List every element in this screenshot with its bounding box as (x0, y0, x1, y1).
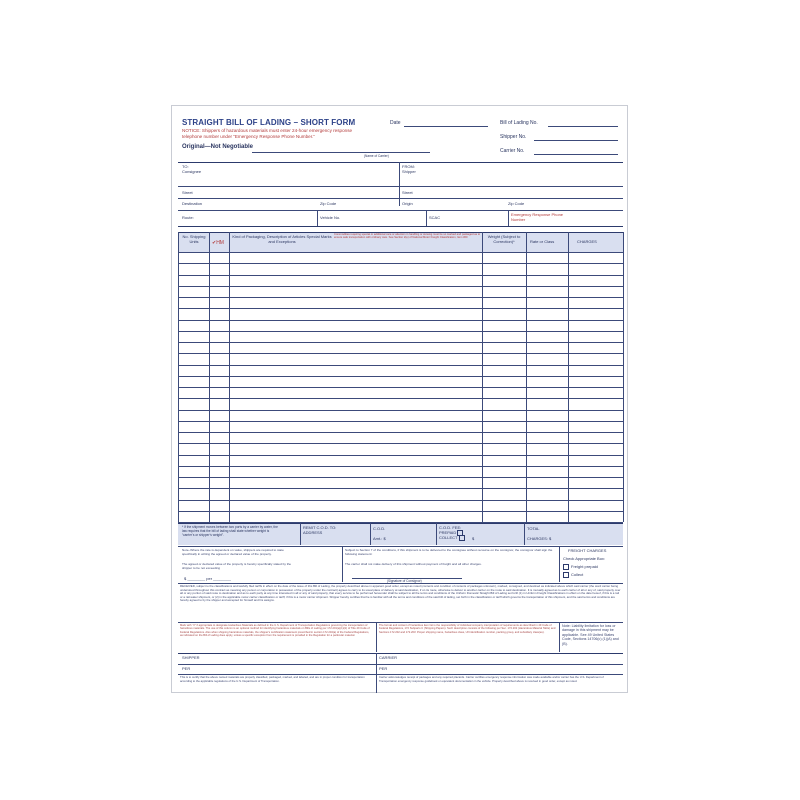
freight-prepaid-option (563, 564, 598, 570)
col-divider-kind (482, 232, 483, 522)
origin-zip-label: Zip Code (508, 201, 525, 206)
kind-column-note: Commodities requiring special or additional care or attention in handling or stowing must be so marked and packaged as to ensure safe transportation with ordinary care. See Section 2(e) of National Motor Freight Classification, Item 360 (334, 233, 481, 240)
certify-text: This is to certify that the above named materials are properly classified, packaged, marked, and labeled, and are in proper condition for transportation according to the applicable regulations of the U.S. Department of Transportation. (180, 676, 365, 683)
table-row[interactable] (178, 443, 623, 444)
carrier-ack-text: Carrier acknowledges receipt of packages and any required placards. Carrier certifies emergency response information was made available and/or carrier has the U.S. Department of Transportation emergency response guidebook or equivalent documentation in the vehicle. Property described above is received in good order, except as noted. (379, 676, 604, 683)
collect-checkbox[interactable] (459, 535, 465, 541)
per-signature-line[interactable] (178, 674, 623, 675)
bol-number-field[interactable] (548, 126, 618, 127)
cod-divider-3 (436, 523, 437, 545)
table-row[interactable] (178, 410, 623, 411)
origin-label: Origin (402, 201, 413, 206)
consignor-signature-label: (Signature of Consignor) (387, 579, 422, 583)
to-label: TO: (182, 164, 189, 169)
destination-row-line[interactable] (178, 210, 623, 211)
col-divider-rate (568, 232, 569, 522)
freight-collect-option (563, 572, 583, 578)
hm-format-text: The format and content of hazardous item list is the responsibility of individual company interpretation of requirements as described in 49 Code of Federal Regulations, 172 Subparts C (Shipping Papers). Such description consists of the following per Sec. 172.202 (Hazardous Material Table) and Sections 172.202 and 172.203: Proper shipping name, hazardous class, UN identification number, packing group, and subsidiary class(es). (379, 624, 556, 634)
table-row[interactable] (178, 252, 623, 253)
bol-number-label: Bill of Lading No. (500, 120, 538, 126)
freight-prepaid-checkbox[interactable] (563, 564, 569, 570)
shipper-number-field[interactable] (534, 140, 618, 141)
date-field[interactable] (404, 126, 488, 127)
date-label: Date (390, 120, 401, 126)
table-row[interactable] (178, 297, 623, 298)
table-row[interactable] (178, 477, 623, 478)
hazmat-divider-1 (376, 622, 377, 652)
total-charges-label[interactable]: CHARGES: $ (527, 536, 552, 541)
table-row[interactable] (178, 511, 623, 512)
table-right-border (623, 232, 624, 522)
shipper-number-label: Shipper No. (500, 134, 527, 140)
scac-divider (508, 210, 509, 226)
table-row[interactable] (178, 421, 623, 422)
original-not-negotiable: Original—Not Negotiable (182, 144, 254, 150)
scac-label: SCAC (429, 215, 441, 220)
freight-collect-text: Collect (571, 572, 584, 578)
name-of-carrier-label: (Name of Carrier) (364, 154, 389, 158)
shipper-street-label: Street (402, 190, 413, 195)
hazmat-divider-2 (559, 622, 560, 652)
no-delivery-text: The carrier shall not make delivery of this shipment without payment of freight and all other charges. (345, 562, 482, 566)
table-row[interactable] (178, 432, 623, 433)
rate-note: Note–Where the rate is dependent on value, shippers are required to state specifically in writing the agreed or declared value of the property. (182, 548, 284, 556)
cod-fee-label: C.O.D. FEE: (439, 525, 462, 530)
table-row[interactable] (178, 263, 623, 264)
carrier-number-field[interactable] (534, 154, 618, 155)
table-row[interactable] (178, 342, 623, 343)
route-label: Route: (182, 215, 194, 220)
cod-label: C.O.D. (373, 526, 386, 531)
table-row[interactable] (178, 320, 623, 321)
shipper-label: Shipper (402, 169, 416, 174)
received-top (178, 583, 623, 584)
carrier-name-line[interactable] (252, 152, 430, 153)
table-row[interactable] (178, 353, 623, 354)
vehicle-label: Vehicle No. (320, 215, 341, 220)
vehicle-divider (426, 210, 427, 226)
table-left-border (178, 232, 179, 522)
ports-note: * If the shipment moves between two ports by a carrier by water, the law requires that the bill of lading shall state whether weight is “carrier’s or shipper’s weight”. (182, 525, 278, 537)
col-divider-units (209, 232, 210, 522)
received-text: RECEIVED, subject to the classifications and lawfully filed tariffs in effect on the date of the issue of this Bill of Lading, the property described above in apparent good order, except as noted (contents and condition of contents of packages unknown), marked, consigned, and destined as indicated above which said carrier (the word carrier being understood throughout this contract as meaning any person or corporation in possession of the property under the contract) agrees to carry to its usual place of delivery at said destination, if on its route, otherwise to deliver to another carrier on the route to said destination. It is mutually agreed as to each carrier of all or any of, said property over all or any portion of said route to destination and as to each party at any time interested in all or any of said property, that every service to be performed hereunder shall be subject to all the terms and conditions of the Uniform Domestic Straight Bill of Lading set forth (1) in Uniform Freight Classifications in effect on the date hereof, if this is a rail or a rail-water shipment, or (2) in the applicable motor carrier classification or tariff, if this is a motor carrier shipment. Shipper hereby certifies that he is familiar with all the terms and conditions of the said bill of lading, set forth in the classification or tariff which governs the transportation of this shipment, and the said terms and conditions are hereby agreed to by the shipper and accepted for himself and his assigns. (180, 585, 621, 603)
freight-charges-title: FREIGHT CHARGES (568, 548, 607, 553)
cod-amount-label[interactable]: Amt.: $ (373, 536, 386, 541)
shipper-per-label: PER (182, 666, 191, 671)
shipper-signature-label: SHIPPER (182, 655, 200, 660)
value-row-top (178, 546, 623, 547)
table-row[interactable] (178, 455, 623, 456)
bill-of-lading-form (171, 105, 628, 693)
carrier-per-label: PER (379, 666, 388, 671)
signature-top (178, 653, 623, 654)
emergency-phone-label: Emergency Response Phone Number (511, 212, 564, 222)
address-divider (399, 162, 400, 206)
table-row[interactable] (178, 488, 623, 489)
cod-divider-1 (300, 523, 301, 545)
freight-divider (559, 546, 560, 582)
address-top-rule (178, 162, 623, 163)
table-row[interactable] (178, 331, 623, 332)
liability-note: Note: Liability limitation for loss or damage in this shipment may be applicable. See 49 United States Code, Sections 14706(c) (1)(A) and (B). (562, 624, 619, 646)
consignee-label: Consignee (182, 169, 202, 174)
value-divider (342, 546, 343, 582)
collect-label (439, 535, 467, 541)
shipper-signature-line[interactable] (178, 664, 623, 665)
route-divider (317, 210, 318, 226)
weight-column-header: Weight (Subject to Correction)* (487, 234, 521, 244)
cod-divider-4 (524, 523, 525, 545)
hazmat-row-top (178, 622, 623, 623)
carrier-signature-label: CARRIER (379, 655, 398, 660)
table-row[interactable] (178, 308, 623, 309)
from-label: FROM: (402, 164, 415, 169)
destination-zip-label: Zip Code (320, 201, 337, 206)
check-box-label: Check Appropriate Box: (563, 556, 606, 561)
table-row[interactable] (178, 387, 623, 388)
consignee-street-label: Street (182, 190, 193, 195)
cod-divider-2 (370, 523, 371, 545)
charges-column-header: CHARGES (577, 239, 597, 244)
form-title: STRAIGHT BILL OF LADING – SHORT FORM (182, 118, 356, 127)
units-column-header: No. Shipping Units (182, 234, 206, 244)
table-row[interactable] (178, 500, 623, 501)
freight-prepaid-text: Freight prepaid (571, 564, 598, 570)
rate-column-header: Rate or Class (530, 239, 555, 244)
freight-collect-checkbox[interactable] (563, 572, 569, 578)
agreed-value-text: The agreed or declared value of the property is hereby specifically stated by the shipper to be not exceeding (182, 562, 292, 570)
hazmat-notice: NOTICE: Shippers of hazardous materials must enter 24-hour emergency response telephone number under “Emergency Response Phone Number.” (182, 128, 353, 139)
table-row[interactable] (178, 365, 623, 366)
kind-column-header: Kind of Packaging, Description of Articles Special Marks and Exceptions (232, 234, 332, 244)
table-row[interactable] (178, 275, 623, 276)
table-row[interactable] (178, 466, 623, 467)
table-row[interactable] (178, 398, 623, 399)
hm-mark-text: Mark with “X” if appropriate to designate Hazardous Materials as defined in the U.S. Department of Transportation Regulations governing the transportation of hazardous materials. The use of this column is an optional method for identifying hazardous materials on Bills of Lading per 172.201(a)(1)(iii) of Title 49 Code of Federal Regulations. Also when shipping hazardous materials, the shipper's certification statement prescribed in section 172.204(a) of the Federal Regulations, as indicated on the Bill of Lading does apply, unless a specific exception from the requirement is provided in the Regulation for a particular material. (180, 624, 370, 637)
prepaid-text: PREPAID (439, 530, 457, 536)
table-row[interactable] (178, 376, 623, 377)
carrier-number-label: Carrier No. (500, 148, 525, 154)
collect-text: COLLECT (439, 535, 458, 541)
table-row[interactable] (178, 286, 623, 287)
hm-column-header: ✔HM (212, 240, 224, 246)
signature-divider (376, 653, 377, 693)
col-divider-weight (526, 232, 527, 522)
address-bottom-rule (178, 226, 623, 227)
total-label: TOTAL (527, 526, 540, 531)
cod-band-top (178, 523, 623, 524)
remit-cod-label: REMIT C.O.D. TO: ADDRESS (303, 525, 337, 535)
cod-fee-dollar: $ (472, 536, 475, 541)
destination-label: Destination (182, 201, 203, 206)
consignee-row-line[interactable] (178, 186, 623, 187)
value-per-field[interactable]: $ ________ per ________ (184, 576, 231, 581)
col-divider-hm (229, 232, 230, 522)
street-row-line[interactable] (178, 198, 623, 199)
section7-text: Subject to Section 7 of the conditions, if this shipment is to be delivered to the consignee without recourse on the consignor, the consignor shall sign the following statement: (345, 548, 553, 556)
